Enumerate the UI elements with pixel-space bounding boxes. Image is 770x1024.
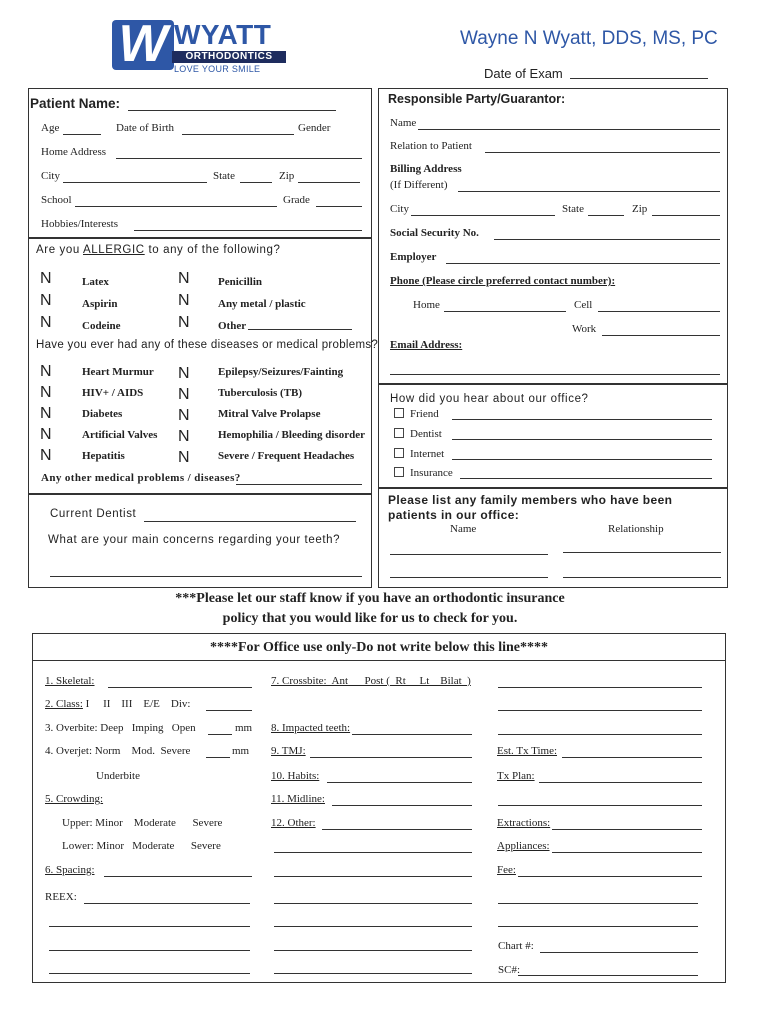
fee-label: Fee: <box>497 864 516 876</box>
resp-zip-field[interactable] <box>652 215 720 216</box>
allergy-item-right: Any metal / plastic <box>218 298 306 310</box>
state-field[interactable] <box>240 182 272 183</box>
logo-word: WYATT <box>174 19 272 50</box>
relation-field[interactable] <box>485 152 720 153</box>
allergy-mark-left[interactable]: N <box>40 270 52 287</box>
cell-phone-field[interactable] <box>598 311 720 312</box>
midline-label: 11. Midline: <box>271 793 325 805</box>
allergy-question-post: to any of the following? <box>144 244 281 256</box>
ssn-label: Social Security No. <box>390 227 479 239</box>
disease-item-left: Artificial Valves <box>82 429 158 441</box>
overjet-label: 4. Overjet: Norm Mod. Severe <box>45 745 191 757</box>
skeletal-label: 1. Skeletal: <box>45 675 95 687</box>
allergy-item-left: Aspirin <box>82 298 118 310</box>
midline-field[interactable] <box>332 805 472 806</box>
col3-line-3[interactable] <box>498 734 702 735</box>
spacing-label: 6. Spacing: <box>45 864 95 876</box>
office-use-divider <box>33 660 725 661</box>
phone-label: Phone (Please circle preferred contact number): <box>390 275 616 287</box>
referral-field[interactable] <box>460 478 712 479</box>
sc-number-label: SC#: <box>498 964 521 976</box>
col3-line-1[interactable] <box>498 687 702 688</box>
state-label: State <box>213 170 235 182</box>
reex-label: REEX: <box>45 891 77 903</box>
work-phone-label: Work <box>572 323 597 335</box>
col2-line-5[interactable] <box>274 950 472 951</box>
allergy-question <box>36 244 281 256</box>
home-address-label: Home Address <box>41 146 107 158</box>
col2-line-2[interactable] <box>274 876 472 877</box>
fee-field[interactable] <box>518 876 702 877</box>
crowding-label: 5. Crowding: <box>45 793 104 805</box>
extractions-label: Extractions: <box>497 817 551 829</box>
zip-label: Zip <box>279 170 295 182</box>
office-use-title: ****For Office use only-Do not write below this line**** <box>209 640 549 655</box>
allergy-item-left: Latex <box>82 276 109 288</box>
chart-number-label: Chart #: <box>498 940 534 952</box>
class-options: I II III E/E Div: <box>85 698 191 710</box>
hobbies-label: Hobbies/Interests <box>41 218 118 230</box>
allergy-question-key: ALLERGIC <box>83 244 145 256</box>
referral-option[interactable] <box>394 428 442 440</box>
referral-checkbox[interactable] <box>394 408 404 418</box>
disease-item-right: Mitral Valve Prolapse <box>218 408 321 420</box>
date-of-exam-field[interactable] <box>570 78 708 79</box>
disease-mark-left[interactable]: N <box>40 384 52 401</box>
other-diseases-field[interactable] <box>236 484 362 485</box>
doctor-name: Wayne N Wyatt, DDS, MS, PC <box>460 28 718 49</box>
allergy-item-left: Codeine <box>82 320 121 332</box>
impacted-label: 8. Impacted teeth: <box>271 722 351 734</box>
zip-field[interactable] <box>298 182 360 183</box>
age-label: Age <box>41 122 60 134</box>
disease-mark-right[interactable]: N <box>178 386 190 403</box>
other-field[interactable] <box>322 829 472 830</box>
habits-field[interactable] <box>327 782 472 783</box>
disease-mark-right[interactable]: N <box>178 365 190 382</box>
if-different-label: (If Different) <box>390 179 448 191</box>
current-dentist-field[interactable] <box>144 521 356 522</box>
employer-label: Employer <box>390 251 437 263</box>
crossbite-label: 7. Crossbite: Ant Post ( Rt Lt Bilat ) <box>271 675 471 687</box>
practice-logo <box>108 15 288 76</box>
tx-plan-label: Tx Plan: <box>497 770 535 782</box>
concerns-field[interactable] <box>50 576 362 577</box>
other-diseases-label: Any other medical problems / diseases? <box>41 472 241 484</box>
logo-sub: ORTHODONTICS <box>172 51 286 63</box>
referral-checkbox[interactable] <box>394 467 404 477</box>
disease-item-right: Epilepsy/Seizures/Fainting <box>218 366 344 378</box>
insurance-notice-line2: policy that you would like for us to check for you. <box>222 611 518 626</box>
logo-letter: W <box>118 15 168 73</box>
est-tx-time-label: Est. Tx Time: <box>497 745 558 757</box>
appliances-label: Appliances: <box>497 840 550 852</box>
resp-name-label: Name <box>390 117 417 129</box>
allergy-mark-right[interactable]: N <box>178 270 190 287</box>
referral-checkbox[interactable] <box>394 428 404 438</box>
email-field[interactable] <box>390 374 720 375</box>
tmj-field[interactable] <box>310 757 472 758</box>
disease-item-right: Tuberculosis (TB) <box>218 387 303 399</box>
dob-field[interactable] <box>182 134 294 135</box>
allergy-other-field[interactable] <box>248 329 352 330</box>
disease-item-left: Heart Murmur <box>82 366 154 378</box>
home-address-field[interactable] <box>116 158 362 159</box>
city-label: City <box>41 170 60 182</box>
dob-label: Date of Birth <box>116 122 175 134</box>
referral-option-label: Internet <box>410 448 445 460</box>
patient-name-field[interactable] <box>128 110 336 111</box>
underbite-label: Underbite <box>96 770 140 782</box>
resp-city-field[interactable] <box>411 215 555 216</box>
ssn-field[interactable] <box>494 239 720 240</box>
home-phone-field[interactable] <box>444 311 566 312</box>
disease-item-left: Diabetes <box>82 408 123 420</box>
grade-field[interactable] <box>316 206 362 207</box>
col3-line-2[interactable] <box>498 710 702 711</box>
reex-field-1[interactable] <box>84 903 250 904</box>
overbite-label: 3. Overbite: Deep Imping Open <box>45 722 196 734</box>
disease-mark-left[interactable]: N <box>40 426 52 443</box>
family-relationship-col: Relationship <box>608 523 664 535</box>
tmj-label: 9. TMJ: <box>271 745 306 757</box>
referral-title: How did you hear about our office? <box>390 393 589 405</box>
reex-field-4[interactable] <box>49 973 250 974</box>
allergy-item-right: Other <box>218 320 247 332</box>
referral-option[interactable] <box>394 467 453 479</box>
city-field[interactable] <box>63 182 207 183</box>
family-name-col: Name <box>450 523 477 535</box>
skeletal-field[interactable] <box>108 687 252 688</box>
responsible-title: Responsible Party/Guarantor: <box>388 92 566 106</box>
family-title: Please list any family members who have been patients in our office: <box>388 493 673 522</box>
resp-zip-label: Zip <box>632 203 648 215</box>
disease-item-left: Hepatitis <box>82 450 125 462</box>
class-div-field[interactable] <box>206 710 252 711</box>
disease-mark-right[interactable]: N <box>178 428 190 445</box>
extractions-field[interactable] <box>552 829 702 830</box>
class-label-text: 2. Class: <box>45 698 83 710</box>
resp-state-field[interactable] <box>588 215 624 216</box>
work-phone-field[interactable] <box>602 335 720 336</box>
referral-option-label: Friend <box>410 408 439 420</box>
grade-label: Grade <box>283 194 310 206</box>
sc-number-field[interactable] <box>518 975 698 976</box>
billing-label: Billing Address <box>390 163 462 175</box>
overjet-field[interactable] <box>206 757 230 758</box>
cell-phone-label: Cell <box>574 299 593 311</box>
relation-label: Relation to Patient <box>390 140 472 152</box>
chart-number-field[interactable] <box>540 952 698 953</box>
insurance-notice-line1: ***Please let our staff know if you have an orthodontic insurance <box>175 591 565 606</box>
upper-crowding: Upper: Minor Moderate Severe <box>62 817 223 829</box>
allergy-mark-right[interactable]: N <box>178 292 190 309</box>
hobbies-field[interactable] <box>134 230 362 231</box>
diseases-question: Have you ever had any of these diseases or medical problems? <box>36 339 379 351</box>
disease-item-right: Severe / Frequent Headaches <box>218 450 355 462</box>
col3-line-4[interactable] <box>498 805 702 806</box>
resp-state-label: State <box>562 203 584 215</box>
col3-line-6[interactable] <box>498 926 698 927</box>
employer-field[interactable] <box>446 263 720 264</box>
resp-city-label: City <box>390 203 409 215</box>
col2-line-4[interactable] <box>274 926 472 927</box>
overbite-mm: mm <box>235 722 253 734</box>
referral-checkbox[interactable] <box>394 448 404 458</box>
current-dentist-label: Current Dentist <box>50 508 137 520</box>
allergy-item-right: Penicillin <box>218 276 262 288</box>
concerns-label: What are your main concerns regarding your teeth? <box>48 534 341 546</box>
referral-option-label: Dentist <box>410 428 442 440</box>
overjet-mm: mm <box>232 745 250 757</box>
gender-label: Gender <box>298 122 331 134</box>
school-label: School <box>41 194 72 206</box>
home-phone-label: Home <box>413 299 440 311</box>
disease-mark-left[interactable]: N <box>40 363 52 380</box>
age-field[interactable] <box>63 134 101 135</box>
spacing-field[interactable] <box>104 876 252 877</box>
reex-field-3[interactable] <box>49 950 250 951</box>
patient-name-label: Patient Name: <box>30 96 121 111</box>
allergy-question-pre: Are you <box>36 244 83 256</box>
col2-line-1[interactable] <box>274 852 472 853</box>
disease-item-right: Hemophilia / Bleeding disorder <box>218 429 365 441</box>
referral-option[interactable] <box>394 448 444 460</box>
email-label: Email Address: <box>390 339 463 351</box>
disease-mark-right[interactable]: N <box>178 407 190 424</box>
disease-item-left: HIV+ / AIDS <box>82 387 144 399</box>
family-relationship-field-2[interactable] <box>563 577 721 578</box>
allergy-mark-left[interactable]: N <box>40 314 52 331</box>
family-relationship-field-1[interactable] <box>563 552 721 553</box>
referral-field[interactable] <box>452 419 712 420</box>
lower-crowding: Lower: Minor Moderate Severe <box>62 840 221 852</box>
tx-plan-field[interactable] <box>539 782 702 783</box>
logo-tagline: LOVE YOUR SMILE <box>174 64 261 74</box>
referral-option[interactable] <box>394 408 439 420</box>
disease-mark-left[interactable]: N <box>40 447 52 464</box>
col2-line-3[interactable] <box>274 903 472 904</box>
school-field[interactable] <box>75 206 277 207</box>
family-name-field-1[interactable] <box>390 554 548 555</box>
billing-field[interactable] <box>458 191 720 192</box>
col3-line-5[interactable] <box>498 903 698 904</box>
appliances-field[interactable] <box>552 852 702 853</box>
date-of-exam-label: Date of Exam <box>484 66 563 81</box>
family-name-field-2[interactable] <box>390 577 548 578</box>
disease-mark-left[interactable]: N <box>40 405 52 422</box>
other-label: 12. Other: <box>271 817 316 829</box>
allergy-mark-left[interactable]: N <box>40 292 52 309</box>
est-tx-time-field[interactable] <box>562 757 702 758</box>
referral-field[interactable] <box>452 459 712 460</box>
col2-line-6[interactable] <box>274 973 472 974</box>
resp-name-field[interactable] <box>418 129 720 130</box>
disease-mark-right[interactable]: N <box>178 449 190 466</box>
overbite-field[interactable] <box>208 734 232 735</box>
habits-label: 10. Habits: <box>271 770 320 782</box>
reex-field-2[interactable] <box>49 926 250 927</box>
referral-option-label: Insurance <box>410 467 453 479</box>
impacted-field[interactable] <box>352 734 472 735</box>
allergy-mark-right[interactable]: N <box>178 314 190 331</box>
class-label <box>45 698 190 710</box>
referral-field[interactable] <box>452 439 712 440</box>
